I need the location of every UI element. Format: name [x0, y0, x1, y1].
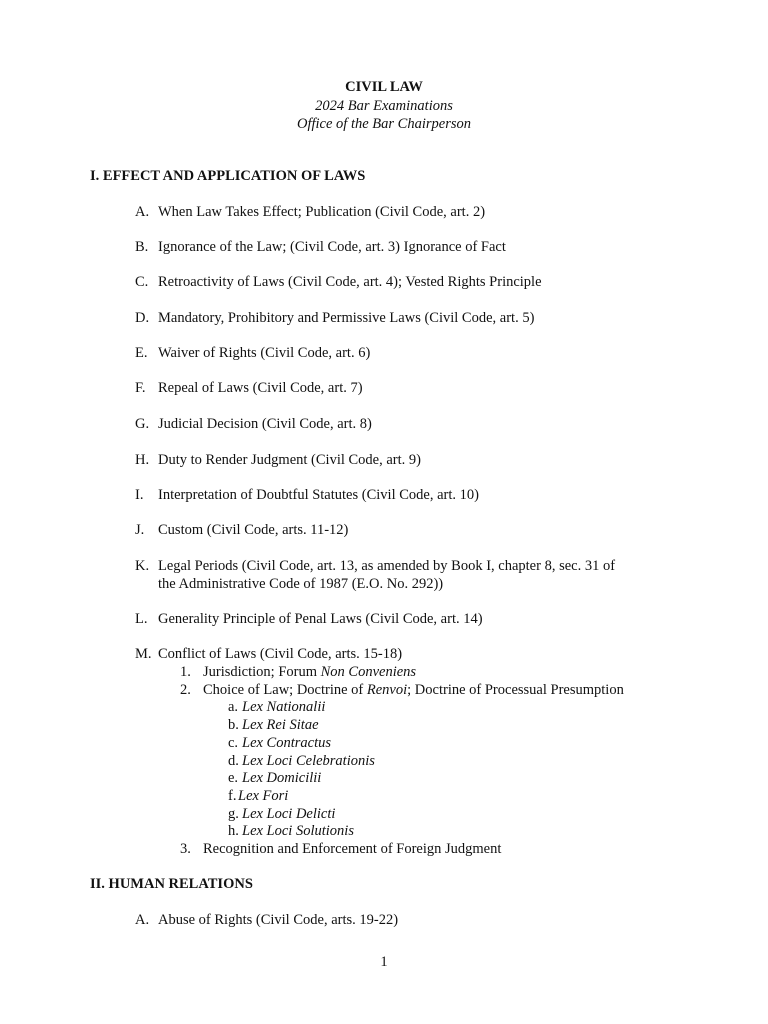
section-heading: I. EFFECT AND APPLICATION OF LAWS [90, 168, 366, 184]
item-text [158, 575, 443, 593]
italic-text: Lex Loci Celebrationis [242, 753, 375, 769]
document-subtitle: 2024 Bar Examinations [315, 98, 453, 114]
italic-text: Lex Contractus [242, 735, 332, 751]
item-label: 3. [180, 841, 191, 857]
item-label: L. [135, 611, 148, 627]
text-segment: Retroactivity of Laws (Civil Code, art. 4); Vested Rights Principle [158, 274, 542, 290]
item-text [242, 822, 354, 840]
item-text [158, 415, 372, 433]
item-label: h. [228, 823, 239, 839]
item-label: b. [228, 717, 239, 733]
item-text [158, 238, 506, 256]
item-text [158, 344, 370, 362]
item-label: e. [228, 770, 239, 786]
item-text [242, 716, 319, 734]
document-title: CIVIL LAW [345, 79, 423, 95]
item-label: 2. [180, 682, 191, 698]
item-label: d. [228, 753, 239, 769]
item-label: F. [135, 380, 146, 396]
text-segment: Repeal of Laws (Civil Code, art. 7) [158, 380, 363, 396]
item-text [238, 787, 288, 805]
item-text [158, 521, 348, 539]
item-label: B. [135, 239, 149, 255]
item-label: H. [135, 452, 150, 468]
item-text [242, 698, 325, 716]
italic-text: Lex Fori [238, 788, 289, 804]
text-segment: Custom (Civil Code, arts. 11-12) [158, 522, 349, 538]
item-text [158, 309, 534, 327]
item-label: E. [135, 345, 148, 361]
text-segment: When Law Takes Effect; Publication (Civil Code, art. 2) [158, 204, 486, 220]
italic-text: Lex Loci Solutionis [242, 823, 354, 839]
page-number: 1 [380, 954, 388, 970]
text-segment: ; Doctrine of Processual Presumption [407, 682, 624, 698]
section-heading: II. HUMAN RELATIONS [90, 876, 253, 892]
item-label: c. [228, 735, 239, 751]
document-office: Office of the Bar Chairperson [297, 116, 471, 132]
text-segment: Legal Periods (Civil Code, art. 13, as amended by Book I, chapter 8, sec. 31 of [158, 558, 616, 574]
item-text [203, 663, 416, 681]
item-label: C. [135, 274, 149, 290]
text-segment: Duty to Render Judgment (Civil Code, art. 9) [158, 452, 421, 468]
item-text [242, 769, 321, 787]
item-label: G. [135, 416, 150, 432]
text-segment: Recognition and Enforcement of Foreign Judgment [203, 841, 502, 857]
text-segment: Mandatory, Prohibitory and Permissive Laws (Civil Code, art. 5) [158, 310, 535, 326]
item-text [158, 203, 485, 221]
item-label: K. [135, 558, 150, 574]
item-text [158, 273, 542, 291]
italic-text: Lex Nationalii [242, 699, 326, 715]
text-segment: Ignorance of the Law; (Civil Code, art. 3) Ignorance of Fact [158, 239, 506, 255]
item-text [242, 805, 335, 823]
italic-text: Lex Loci Delicti [242, 806, 336, 822]
italic-text: Lex Domicilii [242, 770, 322, 786]
text-segment: Waiver of Rights (Civil Code, art. 6) [158, 345, 371, 361]
item-label: a. [228, 699, 239, 715]
item-text [158, 557, 615, 575]
item-label: 1. [180, 664, 191, 680]
text-segment: Jurisdiction; Forum [203, 664, 321, 680]
item-text [158, 911, 398, 929]
text-segment: the Administrative Code of 1987 (E.O. No. 292)) [158, 576, 444, 592]
item-text [158, 379, 363, 397]
item-text [203, 681, 624, 699]
item-label: f. [228, 788, 237, 804]
text-segment: Judicial Decision (Civil Code, art. 8) [158, 416, 372, 432]
item-label: D. [135, 310, 150, 326]
item-text [158, 645, 402, 663]
text-segment: Choice of Law; Doctrine of [203, 682, 367, 698]
item-label: J. [135, 522, 145, 538]
item-label: A. [135, 912, 150, 928]
item-text [242, 734, 331, 752]
item-text [158, 610, 483, 628]
item-label: M. [135, 646, 152, 662]
text-segment: Generality Principle of Penal Laws (Civil Code, art. 14) [158, 611, 483, 627]
item-label: I. [135, 487, 144, 503]
text-segment: Interpretation of Doubtful Statutes (Civil Code, art. 10) [158, 487, 479, 503]
item-text [158, 451, 421, 469]
item-label: A. [135, 204, 150, 220]
italic-text: Non Conveniens [320, 664, 417, 680]
item-label: g. [228, 806, 239, 822]
item-text [203, 840, 501, 858]
item-text [242, 752, 375, 770]
text-segment: Abuse of Rights (Civil Code, arts. 19-22) [158, 912, 399, 928]
italic-text: Renvoi [366, 682, 408, 698]
text-segment: Conflict of Laws (Civil Code, arts. 15-18) [158, 646, 403, 662]
italic-text: Lex Rei Sitae [242, 717, 319, 733]
item-text [158, 486, 479, 504]
